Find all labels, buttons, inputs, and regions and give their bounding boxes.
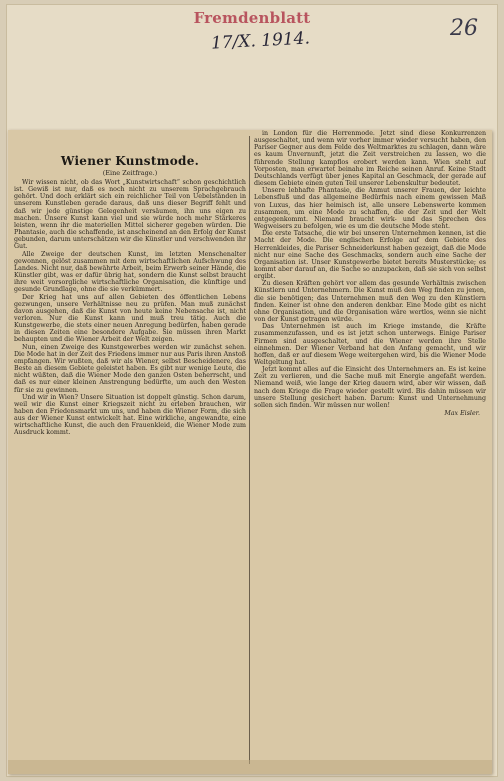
author-signature: Max Eisler. [444,410,480,418]
right-column [254,130,486,774]
paragraph: in London für die Herrenmode. Jetzt sind diese Konkurrenzen ausgeschaltet, und wenn wir vorher immer wieder versucht haben, den Pariser Gegner aus dem Felde des Weltmarktes zu schlagen, dann wäre es kaum Unvernunft, jetzt die Zeit verstreichen zu lassen, wo die führende Stellung kampflos erobert werden kann. Wien steht auf Vorposten, man erwartet beinahe im Reiche seinen Anruf. Keine Stadt Deutschlands verfügt über jenes Kapital an Geschmack, der gerade auf diesem Gebiete einen guten Teil unserer Lebenskultur bedeutet. [254,130,486,188]
paragraph: Nun, einen Zweige des Kunstgewerbes werden wir zunächst sehen. Die Mode hat in der Zeit des Friedens immer nur aus Paris ihren Anstoß empfangen. Wir wußten, daß wir als Wiener, selbst Bescheidenere, das Beste an diesem Gebiete geleistet haben. Es gibt nur wenige Leute, die nicht wüßten, daß die Wiener Mode den ganzen Osten beherrscht, und daß es nur einer kleinen Anstrengung bedürfte, um auch den Westen für sie zu gewinnen. [14,343,246,394]
column-divider [249,136,250,764]
paragraph: Die erste Tatsache, die wir bei unseren Unternehmen kennen, ist die Macht der Mode. Die englischen Erfolge auf dem Gebiete des Herrenkleides, die Pariser Schneiderkunst haben gezeigt, daß die Mode nicht nur eine Sache des Geschmacks, sondern auch eine Sache der Organisation ist. Unser Kunstgewerbe bietet bereits Musterstücke; es kommt aber darauf an, die Sache so anzupacken, daß sie sich von selbst ergibt. [254,230,486,281]
paragraph: Unsere lebhafte Phantasie, die Anmut unserer Frauen, der leichte Lebensfluß und das allgemeine Bedürfnis nach einem gewissen Maß von Luxus, das hier heimisch ist, alle unsere Lebenswerte kommen zusammen, um eine Mode zu schaffen, die der Zeit und der Welt entgegenkommt. Niemand braucht wirk- und das Sprechen des Wegweisers zu befolgen, wie es um die deutsche Mode steht. [254,187,486,231]
archive-sheet [6,4,498,777]
newspaper-name: Fremdenblatt [193,9,311,27]
paragraph: Der Krieg hat uns auf allen Gebieten des öffentlichen Lebens gezwungen, unsere Verhältnisse neu zu prüfen. Man muß zunächst davon ausgehen, daß die Kunst von heute keine Nebensache ist, nicht verloren. Nur die Kunst kann und muß treu tätig. Auch die Kunstgewerbe, die stets einer neuen Anregung bedürfen, haben gerade in diesen Zeiten eine besondere Aufgabe. Sie müssen ihren Markt behaupten und die Wiener Arbeit der Welt zeigen. [14,293,246,344]
newspaper-clipping [8,130,492,774]
left-column [14,130,246,774]
paragraph: Jetzt kommt alles auf die Einsicht des Unternehmers an. Es ist keine Zeit zu verlieren, und die Sache muß mit Energie angefaßt werden. Niemand weiß, wie lange der Krieg dauern wird, aber wir wissen, daß nach dem Kriege die Frage wieder gestellt wird. Bis dahin müssen wir unsere Stellung gesichert haben. Darum: Kunst und Unternehmung sollen sich finden. Wir müssen nur wollen! [254,366,486,409]
paragraph: Wir wissen nicht, ob das Wort „Kunstwirtschaft“ schon geschichtlich ist. Gewiß ist nur, daß es noch nicht zu unserem Sprachgebrauch gehört. Und doch erklärt sich ein reichlicher Teil von Uebelständen in unserem Kunstleben gerade daraus, daß uns dieser Begriff fehlt und daß wir jede günstige Gelegenheit versäumen, ihn uns eigen zu machen. Unsere Kunst kann viel und sie würde noch mehr Stärkeres leisten, wenn ihr die materiellen Mittel sicherer gegeben würden. Die Phantasie, auch die schaffende, ist anscheinend an den Erfolg der Kunst gebunden, darum unterschätzen wir die Künstler und verschwenden ihr Gut. [14,179,246,251]
paragraph: Und wir in Wien? Unsere Situation ist doppelt günstig. Schon darum, weil wir die Kunst einer Kriegszeit nicht zu erleben brauchen, wir haben den Friedensmarkt um uns, und haben die Wiener Form, die sich aus der Wiener Kunst entwickelt hat. Eine wirkliche, angewandte, eine wirtschaftliche Kunst, die auch den Frauenkleid, die Wiener Mode zum Ausdruck kommt. [14,393,246,437]
article-title: Wiener Kunstmode. [60,154,200,168]
paragraph: Das Unternehmen ist auch im Kriege imstande, die Kräfte zusammenzufassen, und es ist jetzt schon unterwegs. Einige Pariser Firmen sind ausgeschaltet, und die Wiener werden ihre Stelle einnehmen. Der Wiener Verband hat den Anfang gemacht, und wir hoffen, daß er auf diesem Wege weitergehen wird, bis die Wiener Mode Weltgeltung hat. [254,323,486,366]
masthead [6,8,498,27]
paragraph: Zu diesen Kräften gehört vor allem das gesunde Verhältnis zwischen Künstlern und Unternehmern. Die Kunst muß den Weg finden zu jenen, die sie benötigen; das Unternehmen muß den Weg zu den Künstlern finden. Keiner ist ohne den anderen denkbar. Eine Mode gibt es nicht ohne Organisation, und die Organisation wäre wertlos, wenn sie nicht von der Kunst getragen würde. [254,280,486,324]
mounting-tape [8,760,492,774]
article-subtitle: (Eine Zeitfrage.) [102,169,158,177]
paragraph: Alle Zweige der deutschen Kunst, im letzten Menschenalter gewonnen, gelöst zusammen mit dem wirtschaftlichen Aufschwung des Landes. Nicht nur, daß bewährte Arbeit, beim Erwerb seiner Hände, die Künstler gibt, was er dafür übrig hat, sondern die Kunst selbst braucht ihre weit vorsorgliche wirtschaftliche Organisation, die künftige und gesunde Grundlage, ohne die sie verkümmert. [14,250,246,294]
handwritten-date: 17/X. 1914. [210,28,311,54]
page-number: 26 [450,16,478,41]
